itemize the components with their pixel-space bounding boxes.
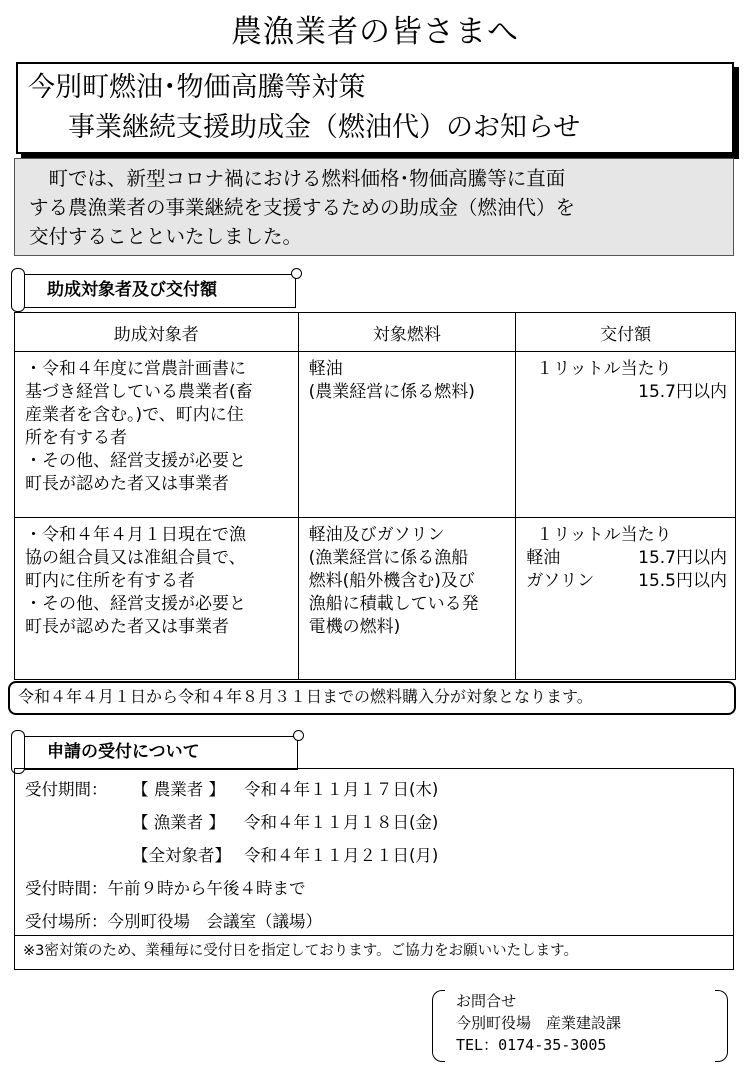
reception-time-row [25,872,723,905]
amount-item-value: 15.7円以内 [638,548,727,568]
text-line: ・その他、経営支援が必要と [25,451,246,471]
table-header-row [15,313,736,352]
period-category: 【全対象者】 [132,846,231,865]
scroll-curl-right [293,730,304,741]
page-title: 農漁業者の皆さまへ [231,14,519,50]
amount-value: 15.7円以内 [638,382,727,402]
reception-place-label: 受付場所： [25,912,108,931]
text-line: 町内に住所を有する者 [25,571,195,591]
notice-title-box [16,62,734,154]
period-date: 令和４年１１月２１日(月) [244,846,439,865]
text-line: 協の組合員又は准組合員で、 [25,548,246,568]
amount-item-diesel [526,547,727,570]
reception-place-row [25,905,723,938]
cell-target-farmers [15,352,299,518]
notice-title-line-2: 事業継続支援助成金（燃油代）のお知らせ [68,112,581,143]
reception-time-value: 午前９時から午後４時まで [107,879,306,898]
text-line: 漁船に積載している発 [308,594,479,614]
text-line: 町長が認めた者又は事業者 [25,474,229,494]
reception-period-row-2 [25,806,723,839]
grant-table [14,312,736,680]
period-category: 【 農業者 】 [132,780,225,799]
header-fuel: 対象燃料 [298,313,516,352]
table-row-farmers [15,352,736,518]
amount-item-name: 軽油 [526,548,561,568]
text-line: (漁業経営に係る漁船 [308,548,469,568]
amount-item-value: 15.5円以内 [638,571,727,591]
section-heading-reception-label: 申請の受付について [47,742,200,762]
text-line: (農業経営に係る燃料) [308,382,475,402]
text-line: ・その他、経営支援が必要と [25,594,246,614]
table-row-fishers [15,518,736,680]
text-line: 基づき経営している農業者(畜 [25,382,253,402]
notice-title-line-1: 今別町燃油･物価高騰等対策 [28,72,366,103]
text-line: 所を有する者 [25,428,127,448]
target-period-note: 令和４年４月１日から令和４年８月３１日までの燃料購入分が対象となります。 [8,681,736,715]
bracket-left [432,990,445,1062]
scroll-curl-right [291,268,302,279]
contact-label: お問合せ [456,992,517,1010]
text-line: 町長が認めた者又は事業者 [25,617,229,637]
text-line: ・令和４年度に営農計画書に [25,359,246,379]
reception-info-box [14,768,734,936]
amount-header: １リットル当たり [536,359,672,379]
text-line: 電機の燃料) [308,617,401,637]
intro-line-2: する農漁業者の事業継続を支援するための助成金（燃油代）を [29,196,576,219]
intro-text-box [14,158,734,256]
text-line: 軽油 [308,359,343,379]
period-category: 【 漁業者 】 [132,813,225,832]
intro-line-1: 町では、新型コロナ禍における燃料価格･物価高騰等に直面 [29,167,566,190]
amount-item-gasoline [526,570,727,593]
cell-amount-fishers [516,518,736,680]
cell-amount-farmers [516,352,736,518]
amount-item-name: ガソリン [526,571,595,591]
reception-period-label: 受付期間： [25,780,108,799]
text-line: 燃料(船外機含む)及び [308,571,475,591]
contact-phone: TEL：0174-35-3005 [456,1036,607,1054]
reception-time-label: 受付時間： [25,879,108,898]
text-line: ・令和４年４月１日現在で漁 [25,525,246,545]
amount-header: １リットル当たり [536,525,672,545]
period-date: 令和４年１１月１７日(木) [244,780,439,799]
contact-office: 今別町役場 産業建設課 [456,1014,622,1032]
section-heading-grant [16,274,296,308]
header-target: 助成対象者 [15,313,299,352]
reception-period-row-3 [25,839,723,872]
reception-place-value: 今別町役場 会議室（議場） [107,912,322,931]
section-heading-reception [16,736,298,770]
header-amount: 交付額 [516,313,736,352]
text-line: 軽油及びガソリン [308,525,445,545]
scroll-curl-left [11,268,25,312]
text-line: 産業者を含む。)で、町内に住 [25,405,244,425]
footnote: ※3密対策のため、業種毎に受付日を指定しております。ご協力をお願いいたします。 [14,936,734,970]
cell-target-fishers [15,518,299,680]
cell-fuel-farmers [298,352,516,518]
section-heading-grant-label: 助成対象者及び交付額 [47,280,217,300]
reception-period-row-1 [25,773,723,806]
bracket-right [715,990,728,1062]
intro-line-3: 交付することといたしました。 [29,225,303,248]
period-date: 令和４年１１月１８日(金) [244,813,439,832]
contact-box [428,990,730,1062]
cell-fuel-fishers [298,518,516,680]
